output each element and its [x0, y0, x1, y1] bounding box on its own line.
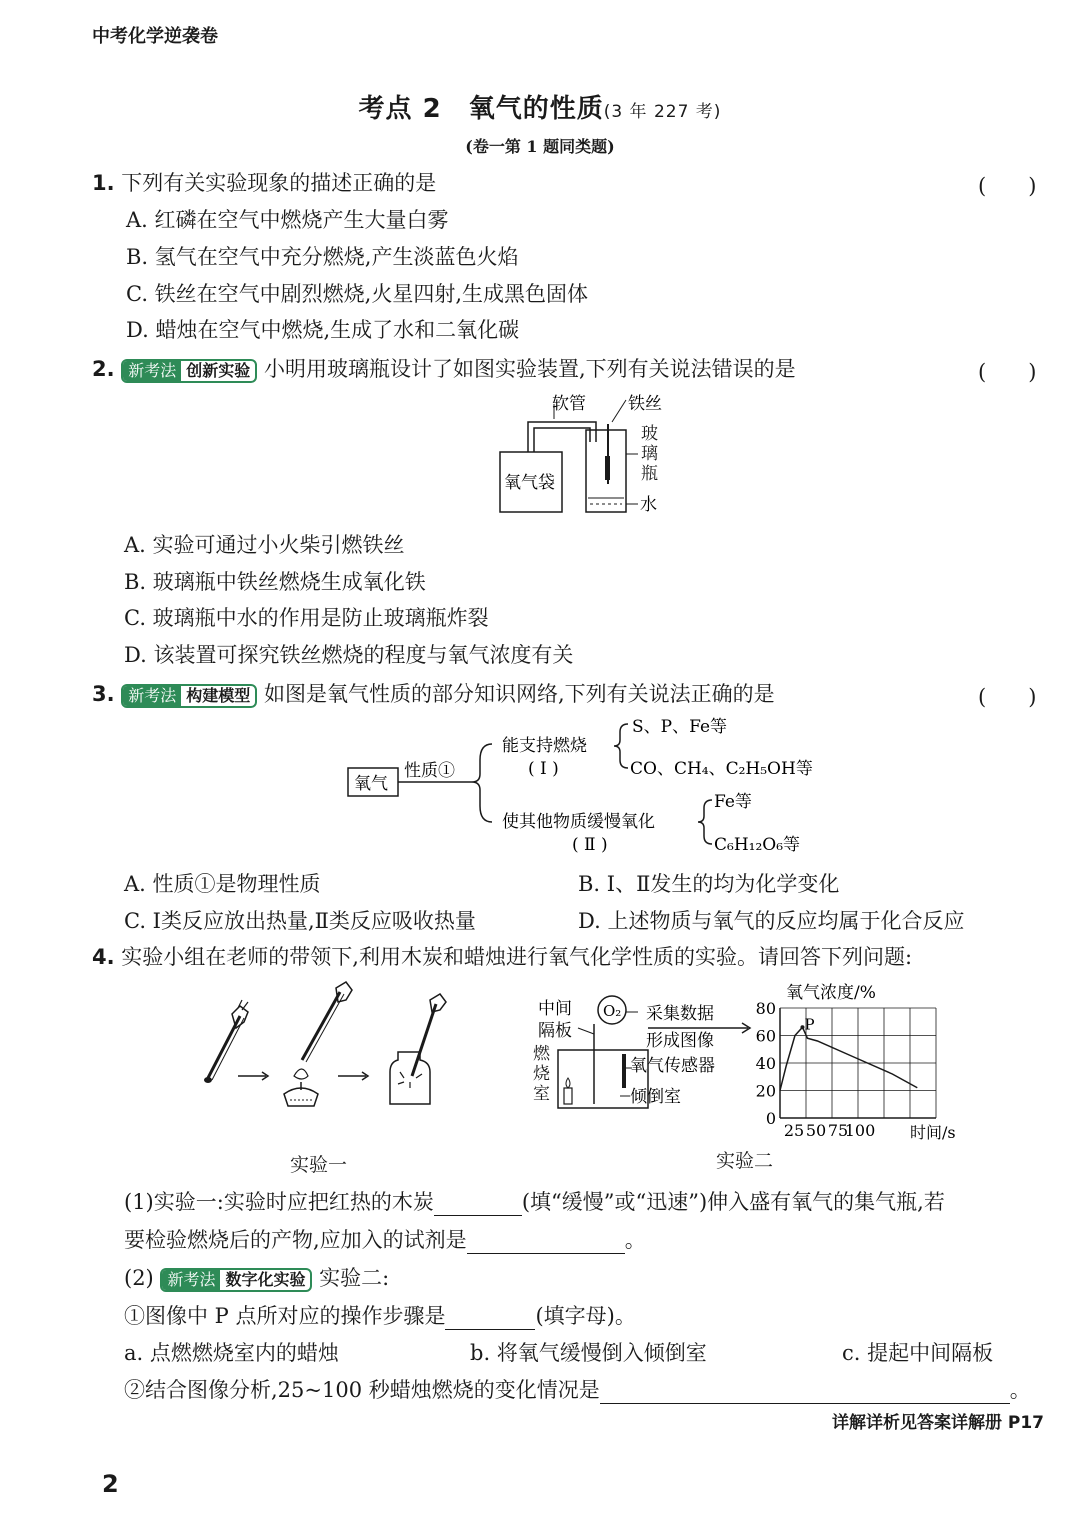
q2-tag	[121, 359, 257, 383]
y-tick-label: 0	[765, 1109, 776, 1128]
q1-option-c: C. 铁丝在空气中剧烈燃烧,火星四射,生成黑色固体	[126, 282, 589, 306]
x-tick-label: 100	[844, 1121, 876, 1140]
y-tick-label: 40	[755, 1054, 776, 1073]
property-label: 性质①	[404, 761, 455, 781]
experiment-one-figure	[190, 978, 450, 1118]
q3-knowledge-network	[340, 708, 840, 858]
q3-option-c: C. Ⅰ类反应放出热量,Ⅱ类反应吸收热量	[124, 909, 476, 933]
wire-label: 铁丝	[628, 394, 662, 414]
part-2-number: (2)	[124, 1266, 154, 1290]
q2-tag-category: 创新实验	[186, 360, 251, 380]
example-s-p-fe: S、P、Fe等	[632, 717, 728, 737]
q3-tag-new-method: 新考法	[123, 686, 181, 706]
brace-one	[614, 724, 628, 768]
q3-number: 3.	[92, 682, 115, 706]
collect-data-label: 采集数据	[646, 1004, 714, 1024]
sub-1-text-b: (填字母)。	[535, 1304, 636, 1328]
x-tick-label: 50	[805, 1121, 827, 1140]
q4-stem: 实验小组在老师的带领下,利用木炭和蜡烛进行氧气化学性质的实验。请回答下列问题:	[121, 945, 913, 969]
oxygen-bag-label: 氧气袋	[504, 473, 555, 493]
example-glucose: C₆H₁₂O₆等	[714, 835, 801, 855]
part-1-text-a: (1)实验一:实验时应把红热的木炭	[124, 1190, 434, 1214]
choice-a: a. 点燃燃烧室内的蜡烛	[124, 1341, 339, 1365]
iron-wire-tip	[605, 456, 610, 480]
experiment-two-apparatus	[528, 988, 768, 1118]
part-2-tag	[160, 1268, 312, 1292]
part-1-text-c: 要检验燃烧后的产物,应加入的试剂是	[124, 1228, 467, 1252]
roman-two-label: ( Ⅱ )	[572, 835, 608, 855]
part-2-tag-new-method: 新考法	[162, 1270, 220, 1290]
support-combustion-label: 能支持燃烧	[502, 736, 587, 756]
section-frequency: (3 年 227 考)	[603, 102, 722, 122]
book-title: 中考化学逆袭卷	[92, 26, 218, 47]
y-tick-label: 20	[755, 1081, 776, 1101]
form-graph-label: 形成图像	[646, 1031, 714, 1051]
part-1-line-1	[124, 1186, 945, 1216]
slow-oxidation-label: 使其他物质缓慢氧化	[502, 812, 655, 832]
q2-answer-bracket[interactable]: ( )	[978, 360, 1037, 384]
question-1	[92, 167, 436, 197]
sub-question-2	[124, 1374, 1031, 1404]
candle-icon	[564, 1088, 572, 1104]
q4-number: 4.	[92, 945, 115, 969]
roman-one-label: ( Ⅰ )	[528, 759, 559, 779]
sub-2-text: ②结合图像分析,25~100 秒蜡烛燃烧的变化情况是	[124, 1378, 600, 1402]
choice-b: b. 将氧气缓慢倒入倾倒室	[470, 1341, 707, 1365]
sub-2-period: 。	[1009, 1378, 1031, 1402]
question-4	[92, 941, 912, 971]
q1-stem: 下列有关实验现象的描述正确的是	[121, 171, 437, 195]
part-1-period: 。	[624, 1228, 646, 1252]
y-tick-label: 60	[755, 1026, 776, 1046]
q3-tag-category: 构建模型	[186, 685, 251, 705]
middle-label-1: 中间	[538, 999, 572, 1019]
oxygen-box-label: 氧气	[354, 774, 388, 794]
part-1-line-2	[124, 1224, 646, 1254]
chart-y-label: 氧气浓度/%	[786, 983, 876, 1003]
sensor-label: 氧气传感器	[630, 1056, 715, 1076]
bottle-label: 玻璃瓶	[641, 424, 658, 484]
part-1-text-b: (填“缓慢”或“迅速”)伸入盛有氧气的集气瓶,若	[521, 1190, 945, 1214]
q2-number: 2.	[92, 357, 115, 381]
gas-jar-with-charcoal	[390, 994, 446, 1104]
q2-option-c: C. 玻璃瓶中水的作用是防止玻璃瓶炸裂	[124, 606, 489, 630]
x-tick-label: 75	[827, 1121, 849, 1140]
sub-question-1	[124, 1300, 636, 1330]
section-subtitle: (卷一第 1 题同类题)	[465, 137, 615, 156]
q3-option-b: B. Ⅰ、Ⅱ发生的均为化学变化	[578, 872, 840, 896]
blank-speed[interactable]	[434, 1195, 522, 1216]
part-2-tag-category: 数字化实验	[225, 1269, 306, 1289]
y-tick-label: 80	[755, 999, 776, 1018]
water-label: 水	[640, 495, 657, 515]
soft-tube-inner	[534, 428, 590, 452]
question-2	[92, 353, 796, 383]
oxygen-concentration-line	[780, 1027, 917, 1090]
example-co-ch4: CO、CH₄、C₂H₅OH等	[630, 759, 813, 779]
alcohol-lamp-icon	[284, 1088, 318, 1106]
q2-option-b: B. 玻璃瓶中铁丝燃烧生成氧化铁	[124, 570, 426, 594]
tongs-step-1	[204, 1000, 248, 1083]
section-title	[0, 88, 1080, 125]
answer-reference: 详解详析见答案详解册 P17	[831, 1413, 1044, 1433]
brace-two	[698, 800, 712, 844]
x-tick-label: 25	[783, 1121, 805, 1140]
page-number: 2	[102, 1470, 119, 1498]
q3-option-a: A. 性质①是物理性质	[124, 872, 321, 896]
q3-answer-bracket[interactable]: ( )	[978, 685, 1037, 709]
q1-option-a: A. 红磷在空气中燃烧产生大量白雾	[126, 208, 449, 232]
blank-analysis[interactable]	[600, 1383, 1010, 1404]
q2-option-a: A. 实验可通过小火柴引燃铁丝	[124, 533, 405, 557]
part-2-text: 实验二:	[319, 1266, 390, 1290]
q3-option-d: D. 上述物质与氧气的反应均属于化合反应	[578, 909, 965, 933]
middle-label-2: 隔板	[538, 1021, 572, 1041]
q1-number: 1.	[92, 171, 115, 195]
q1-option-d: D. 蜡烛在空气中燃烧,生成了水和二氧化碳	[126, 318, 520, 342]
q1-answer-bracket[interactable]: ( )	[978, 174, 1037, 198]
choice-c: c. 提起中间隔板	[842, 1341, 994, 1365]
q3-tag	[121, 684, 257, 708]
o2-label: O₂	[603, 1002, 622, 1020]
q2-stem: 小明用玻璃瓶设计了如图实验装置,下列有关说法错误的是	[264, 357, 796, 381]
section-title-text: 考点 2 氧气的性质	[358, 94, 604, 124]
example-fe: Fe等	[714, 792, 752, 812]
part-2-heading	[124, 1262, 389, 1292]
pour-chamber-label: 倾倒室	[630, 1087, 681, 1107]
main-brace	[472, 744, 492, 822]
tongs-over-lamp	[284, 982, 352, 1106]
blank-step[interactable]	[445, 1309, 535, 1330]
oxygen-concentration-chart	[748, 978, 958, 1148]
q3-stem: 如图是氧气性质的部分知识网络,下列有关说法正确的是	[264, 682, 775, 706]
question-3	[92, 678, 775, 708]
flame-icon	[294, 1069, 308, 1079]
sub-1-text-a: ①图像中 P 点所对应的操作步骤是	[124, 1304, 446, 1328]
candle-flame-icon	[566, 1078, 570, 1088]
tube-label: 软管	[552, 394, 586, 414]
experiment-one-label: 实验一	[290, 1154, 348, 1176]
blank-reagent[interactable]	[467, 1233, 625, 1254]
chart-x-label: 时间/s	[910, 1123, 956, 1142]
q2-option-d: D. 该装置可探究铁丝燃烧的程度与氧气浓度有关	[124, 643, 574, 667]
peak-point-label: P	[804, 1015, 815, 1034]
q1-option-b: B. 氢气在空气中充分燃烧,产生淡蓝色火焰	[126, 245, 519, 269]
burning-chamber-label: 燃烧室	[533, 1044, 550, 1104]
experiment-two-label: 实验二	[716, 1150, 774, 1172]
q2-tag-new-method: 新考法	[123, 361, 181, 381]
